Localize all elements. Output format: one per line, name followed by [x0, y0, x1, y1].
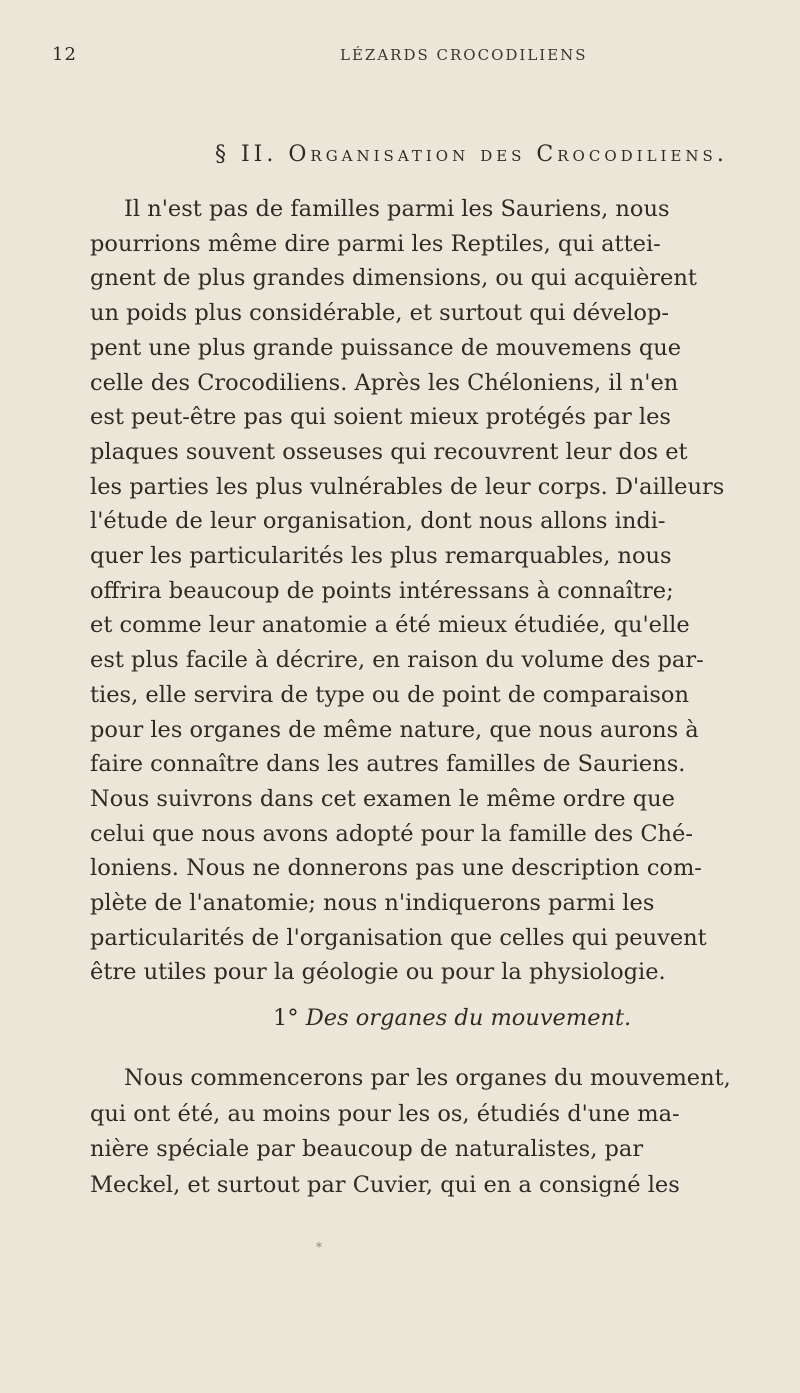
text-line: celle des Crocodiliens. Après les Chéloniens, il n'en	[90, 369, 679, 396]
text-line: particularités de l'organisation que celles qui peuvent	[90, 924, 707, 951]
text-line: Nous commencerons par les organes du mouvement,	[124, 1065, 731, 1091]
text-line: qui ont été, au moins pour les os, étudiés d'une ma-	[90, 1100, 680, 1127]
text-line: l'étude de leur organisation, dont nous allons indi-	[90, 508, 666, 535]
subheading-number: 1°	[273, 1005, 299, 1031]
text-line: et comme leur anatomie a été mieux étudiée, qu'elle	[90, 612, 690, 639]
text-line: est plus facile à décrire, en raison du volume des par-	[90, 647, 704, 674]
text-line: loniens. Nous ne donnerons pas une description com-	[90, 855, 702, 882]
subheading	[273, 1005, 631, 1031]
subheading-title: Des organes du mouvement.	[305, 1005, 632, 1031]
text-line: plaques souvent osseuses qui recouvrent leur dos et	[90, 438, 688, 465]
text-line: gnent de plus grandes dimensions, ou qui acquièrent	[90, 265, 697, 292]
text-line: pourrions même dire parmi les Reptiles, qui attei-	[90, 230, 661, 257]
text-line: plète de l'anatomie; nous n'indiquerons parmi les	[90, 890, 655, 916]
section-title: § II. Organisation des Crocodiliens.	[215, 142, 728, 167]
text-line: pour les organes de même nature, que nous aurons à	[90, 716, 699, 743]
text-line: est peut-être pas qui soient mieux protégés par les	[90, 404, 671, 431]
text-line: Meckel, et surtout par Cuvier, qui en a consigné les	[90, 1171, 680, 1198]
text-line: quer les particularités les plus remarquables, nous	[90, 543, 672, 569]
text-line: Il n'est pas de familles parmi les Sauriens, nous	[124, 196, 670, 222]
text-line: Nous suivrons dans cet examen le même ordre que	[90, 785, 675, 812]
text-line: un poids plus considérable, et surtout qui dévelop-	[90, 300, 669, 327]
text-line: faire connaître dans les autres familles de Sauriens.	[90, 751, 686, 778]
running-head: LÉZARDS CROCODILIENS	[340, 46, 588, 64]
text-line: nière spéciale par beaucoup de naturalistes, par	[90, 1136, 644, 1162]
text-line: pent une plus grande puissance de mouvemens que	[90, 334, 682, 361]
text-line: offrira beaucoup de points intéressans à connaître;	[90, 577, 674, 604]
text-line: être utiles pour la géologie ou pour la physiologie.	[90, 959, 666, 986]
page-number: 12	[52, 44, 77, 65]
text-line: ties, elle servira de type ou de point de comparaison	[90, 681, 689, 708]
text-line: celui que nous avons adopté pour la famille des Ché-	[90, 820, 693, 847]
text-line: les parties les plus vulnérables de leur corps. D'ailleurs	[90, 473, 725, 500]
footer-mark: *	[316, 1240, 322, 1254]
